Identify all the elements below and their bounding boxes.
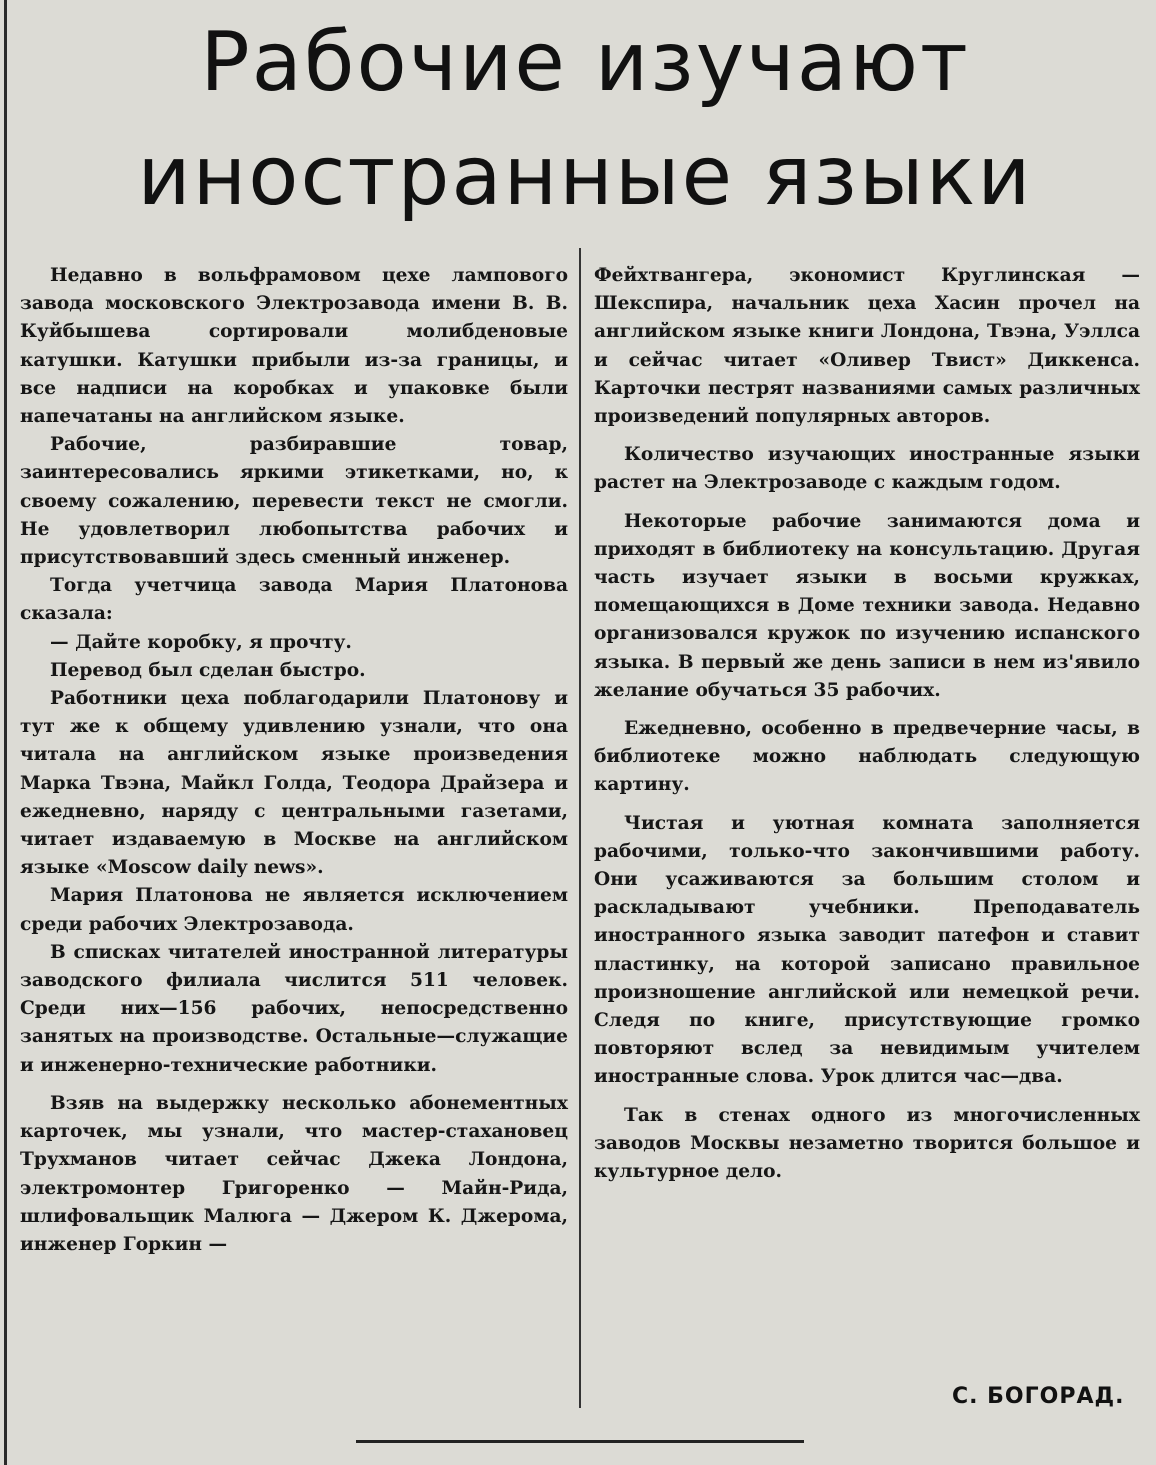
paragraph: Количество изучающих иностранные языки растет на Электрозаводе с каждым годом. xyxy=(594,444,1140,494)
paragraph: Так в стенах одного из многочисленных заводов Москвы незаметно творится большое и культурное дело. xyxy=(594,1104,1140,1183)
right-column xyxy=(594,262,1140,1186)
paragraph: Фейхтвангера, экономист Круглинская — Шекспира, начальник цеха Хасин прочел на английском языке книги Лондона, Твэна, Уэллса и сейчас читает «Оливер Твист» Диккенса. Карточки пестрят названиями самых различных произведений популярных авторов. xyxy=(594,265,1140,428)
article-headline xyxy=(20,0,1150,232)
paragraph: Недавно в вольфрамовом цехе лампового завода московского Электрозавода имени В. В. Куйбышева сортировали молибденовые катушки. Катушки прибыли из-за границы, и все надписи на коробках и упаковке были напечатаны на английском языке. xyxy=(20,265,568,428)
column-divider xyxy=(579,248,581,1408)
paragraph: Мария Платонова не является исключением среди рабочих Электрозавода. xyxy=(20,885,568,935)
paragraph: В списках читателей иностранной литературы заводского филиала числится 511 человек. Среди них—156 рабочих, непосредственно занятых на производстве. Остальные—служащие и инженерно-технические работники. xyxy=(20,941,568,1076)
paragraph: Перевод был сделан быстро. xyxy=(50,659,366,681)
paragraph: Взяв на выдержку несколько абонементных карточек, мы узнали, что мастер-стахановец Трухманов читает сейчас Джека Лондона, электромонтер Григоренко — Майн-Рида, шлифовальщик Малюга — Джером К. Джерома, инженер Горкин — xyxy=(20,1092,568,1255)
paragraph: Тогда учетчица завода Мария Платонова сказала: xyxy=(20,575,568,625)
paragraph: Чистая и уютная комната заполняется рабочими, только-что закончившими работу. Они усаживаются за большим столом и раскладывают учебники. Преподаватель иностранного языка заводит патефон и ставит пластинку, на которой записано правильное произношение английской или немецкой речи. Следя по книге, присутствующие громко повторяют вслед за невидимым учителем иностранные слова. Урок длится час—два. xyxy=(594,812,1140,1088)
headline-line-2: иностранные языки xyxy=(137,129,1033,224)
author-signature: С. БОГОРАД. xyxy=(952,1384,1125,1409)
paragraph: Ежедневно, особенно в предвечерние часы, в библиотеке можно наблюдать следующую картину. xyxy=(594,718,1140,796)
paragraph: Некоторые рабочие занимаются дома и приходят в библиотеку на консультацию. Другая часть изучает языки в восьми кружках, помещающихся в Доме техники завода. Недавно организовался кружок по изучению испанского языка. В первый же день записи в нем из'явило желание обучаться 35 рабочих. xyxy=(594,510,1140,701)
bottom-rule xyxy=(356,1440,804,1443)
paragraph: Работники цеха поблагодарили Платонову и тут же к общему удивлению узнали, что она читала на английском языке произведения Марка Твэна, Майкл Голда, Теодора Драйзера и ежедневно, наряду с центральными газетами, читает издаваемую в Москве на английском языке «Moscow daily news». xyxy=(20,688,568,879)
left-border-rule xyxy=(4,0,7,1465)
paragraph: — Дайте коробку, я прочту. xyxy=(50,631,352,653)
headline-line-1: Рабочие изучают xyxy=(200,15,970,110)
left-column xyxy=(20,262,568,1259)
paragraph: Рабочие, разбиравшие товар, заинтересовались яркими этикетками, но, к своему сожалению, перевести текст не смогли. Не удовлетворил любопытства рабочих и присутствовавший здесь сменный инженер. xyxy=(20,434,568,569)
